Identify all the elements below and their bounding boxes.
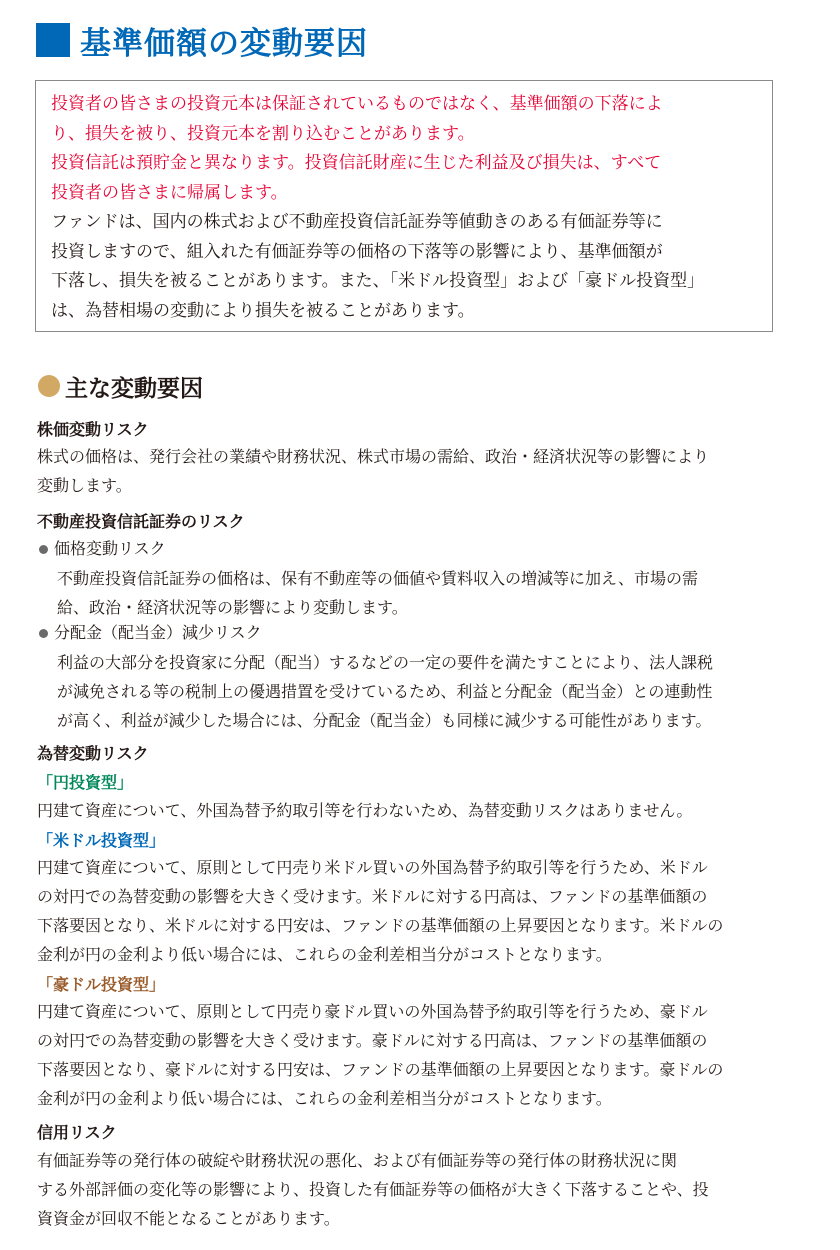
body-line: 下落要因となり、米ドルに対する円安は、ファンドの基準価額の上昇要因となります。米ドルの <box>37 916 724 935</box>
body-line: 有価証券等の発行体の破綻や財務状況の悪化、および有価証券等の発行体の財務状況に関 <box>37 1151 678 1170</box>
body-line: の対円での為替変動の影響を大きく受けます。豪ドルに対する円高は、ファンドの基準価額の <box>37 1031 708 1050</box>
title-square-icon <box>36 23 70 57</box>
fx-risk-heading: 為替変動リスク <box>37 744 149 763</box>
aud-type-body <box>37 997 723 1113</box>
body-line: 株式の価格は、発行会社の業績や財務状況、株式市場の需給、政治・経済状況等の影響により <box>37 447 710 466</box>
bullet-label: 分配金（配当金）減少リスク <box>54 623 262 642</box>
notice-line: 投資しますので、組入れた有価証券等の価格の下落等の影響により、基準価額が <box>51 241 663 262</box>
bullet-icon <box>39 629 48 638</box>
notice-line: ファンドは、国内の株式および不動産投資信託証券等値動きのある有価証券等に <box>51 212 663 232</box>
section-heading-text: 主な変動要因 <box>65 375 203 402</box>
body-line: 金利が円の金利より低い場合には、これらの金利差相当分がコストとなります。 <box>37 1089 612 1108</box>
reit-price-body <box>57 564 698 622</box>
notice-line: 下落し、損失を被ることがあります。また、「米ドル投資型」および「豪ドル投資型」 <box>51 271 705 291</box>
page-title-text: 基準価額の変動要因 <box>80 25 368 62</box>
body-line: 給、政治・経済状況等の影響により変動します。 <box>57 598 408 617</box>
page-title <box>36 14 368 66</box>
credit-risk-heading: 信用リスク <box>37 1123 117 1142</box>
body-line: する外部評価の変化等の影響により、投資した有価証券等の価格が大きく下落することや、投 <box>37 1180 709 1199</box>
body-line: 資資金が回収不能となることがあります。 <box>37 1209 340 1228</box>
notice-line: 投資信託は預貯金と異なります。投資信託財産に生じた利益及び損失は、すべて <box>51 153 662 173</box>
body-line: 円建て資産について、原則として円売り豪ドル買いの外国為替予約取引等を行うため、豪ドル <box>37 1002 708 1021</box>
body-line: 円建て資産について、外国為替予約取引等を行わないため、為替変動リスクはありません。 <box>37 801 693 820</box>
bullet-icon <box>39 545 48 554</box>
body-line: 円建て資産について、原則として円売り米ドル買いの外国為替予約取引等を行うため、米ドル <box>37 858 708 877</box>
body-line: 変動します。 <box>37 476 132 495</box>
credit-risk-body <box>37 1146 709 1233</box>
body-line: 金利が円の金利より低い場合には、これらの金利差相当分がコストとなります。 <box>37 945 612 964</box>
reit-bullet-dividend <box>39 622 262 644</box>
notice-line: 投資者の皆さまに帰属します。 <box>51 182 288 203</box>
notice-line: は、為替相場の変動により損失を被ることがあります。 <box>51 300 475 321</box>
yen-type-body <box>37 796 692 825</box>
yen-type-label: 「円投資型」 <box>37 773 134 792</box>
body-line: 利益の大部分を投資家に分配（配当）するなどの一定の要件を満たすことにより、法人課税 <box>57 653 714 672</box>
reit-risk-heading: 不動産投資信託証券のリスク <box>37 512 245 531</box>
usd-type-label: 「米ドル投資型」 <box>37 831 166 850</box>
aud-type-label: 「豪ドル投資型」 <box>37 975 166 994</box>
body-line: が減免される等の税制上の優遇措置を受けているため、利益と分配金（配当金）との連動性 <box>57 682 713 701</box>
risk-notice-box <box>35 80 773 332</box>
notice-line: 投資者の皆さまの投資元本は保証されているものではなく、基準価額の下落によ <box>51 94 663 114</box>
notice-line: り、損失を被り、投資元本を割り込むことがあります。 <box>51 123 475 144</box>
reit-dividend-body <box>57 648 713 735</box>
bullet-label: 価格変動リスク <box>54 539 166 558</box>
section-dot-icon <box>38 375 60 397</box>
body-line: 不動産投資信託証券の価格は、保有不動産等の価値や賃料収入の増減等に加え、市場の需 <box>57 569 698 588</box>
usd-type-body <box>37 853 723 969</box>
body-line: の対円での為替変動の影響を大きく受けます。米ドルに対する円高は、ファンドの基準価額の <box>37 887 708 906</box>
stock-risk-heading: 株価変動リスク <box>37 420 149 439</box>
body-line: が高く、利益が減少した場合には、分配金（配当金）も同様に減少する可能性があります。 <box>57 711 712 730</box>
section-heading <box>38 366 203 406</box>
body-line: 下落要因となり、豪ドルに対する円安は、ファンドの基準価額の上昇要因となります。豪ドルの <box>37 1060 724 1079</box>
stock-risk-body <box>37 442 709 500</box>
reit-bullet-price <box>39 538 166 560</box>
